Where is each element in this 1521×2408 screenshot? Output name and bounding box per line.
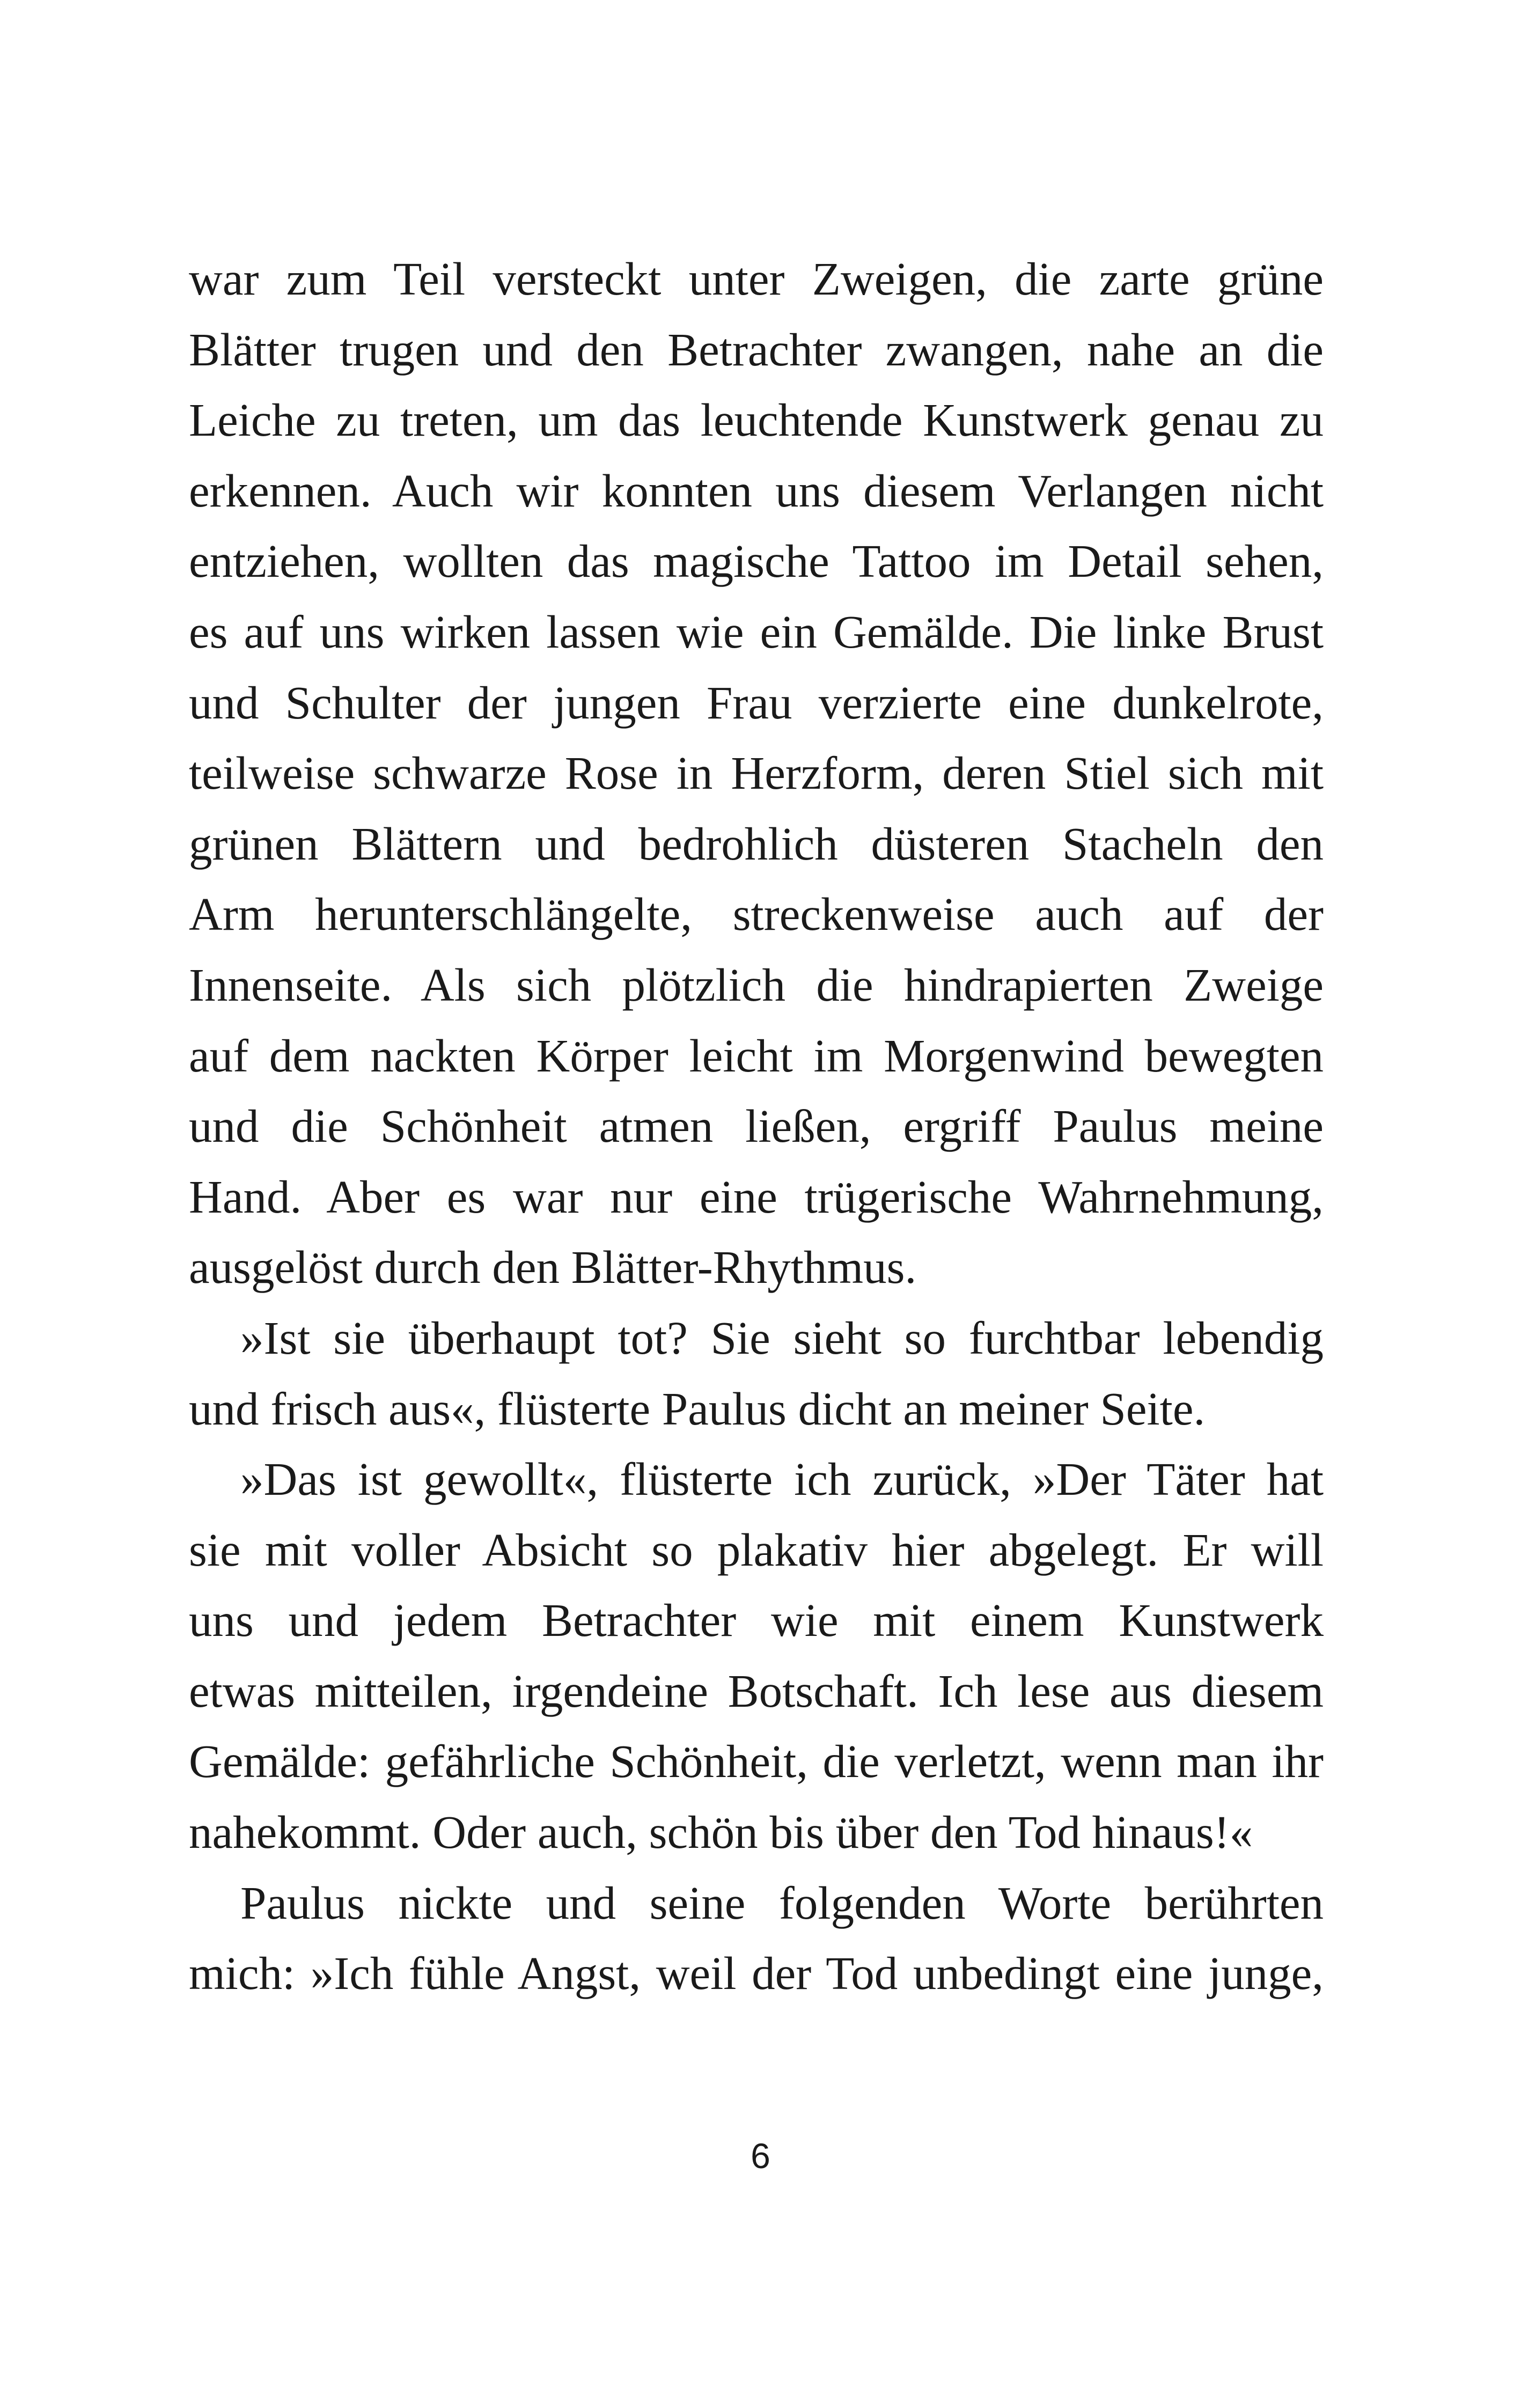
text-line: und Schulter der jungen Frau verzierte eine dunkelrote,: [189, 676, 1324, 729]
text-line: uns und jedem Betrachter wie mit einem Kunstwerk: [189, 1594, 1324, 1647]
text-line: Innenseite. Als sich plötzlich die hindrapierten Zweige: [189, 958, 1324, 1011]
page-number: 6: [751, 2136, 770, 2176]
text-line: Gemälde: gefährliche Schönheit, die verletzt, wenn man ihr: [189, 1735, 1324, 1788]
text-line: Paulus nickte und seine folgenden Worte berührten: [240, 1876, 1324, 1929]
text-line: »Ist sie überhaupt tot? Sie sieht so furchtbar lebendig: [240, 1311, 1324, 1364]
text-line: und frisch aus«, flüsterte Paulus dicht an meiner Seite.: [189, 1382, 1206, 1435]
text-line: Blätter trugen und den Betrachter zwangen, nahe an die: [189, 323, 1324, 376]
text-line: Arm herunterschlängelte, streckenweise auch auf der: [189, 888, 1324, 941]
text-line: entziehen, wollten das magische Tattoo im Detail sehen,: [189, 535, 1324, 588]
text-line: und die Schönheit atmen ließen, ergriff Paulus meine: [189, 1100, 1324, 1152]
text-line: es auf uns wirken lassen wie ein Gemälde. Die linke Brust: [189, 605, 1324, 658]
text-line: nahekommt. Oder auch, schön bis über den Tod hinaus!«: [189, 1806, 1253, 1859]
text-line: grünen Blättern und bedrohlich düsteren Stacheln den: [189, 817, 1324, 870]
text-line: Leiche zu treten, um das leuchtende Kunstwerk genau zu: [189, 394, 1324, 446]
text-line: etwas mitteilen, irgendeine Botschaft. Ich lese aus diesem: [189, 1664, 1324, 1717]
body-text: [189, 244, 1324, 2009]
text-line: war zum Teil versteckt unter Zweigen, die zarte grüne: [189, 253, 1324, 305]
text-line: mich: »Ich fühle Angst, weil der Tod unbedingt eine junge,: [189, 1947, 1324, 2000]
text-line: Hand. Aber es war nur eine trügerische Wahrnehmung,: [189, 1170, 1324, 1223]
text-line: sie mit voller Absicht so plakativ hier abgelegt. Er will: [189, 1523, 1324, 1576]
text-line: ausgelöst durch den Blätter-Rhythmus.: [189, 1241, 917, 1294]
text-line: auf dem nackten Körper leicht im Morgenwind bewegten: [189, 1029, 1324, 1082]
text-line: erkennen. Auch wir konnten uns diesem Verlangen nicht: [189, 464, 1324, 517]
text-line: teilweise schwarze Rose in Herzform, deren Stiel sich mit: [189, 747, 1324, 799]
text-line: »Das ist gewollt«, flüsterte ich zurück, »Der Täter hat: [240, 1453, 1324, 1506]
